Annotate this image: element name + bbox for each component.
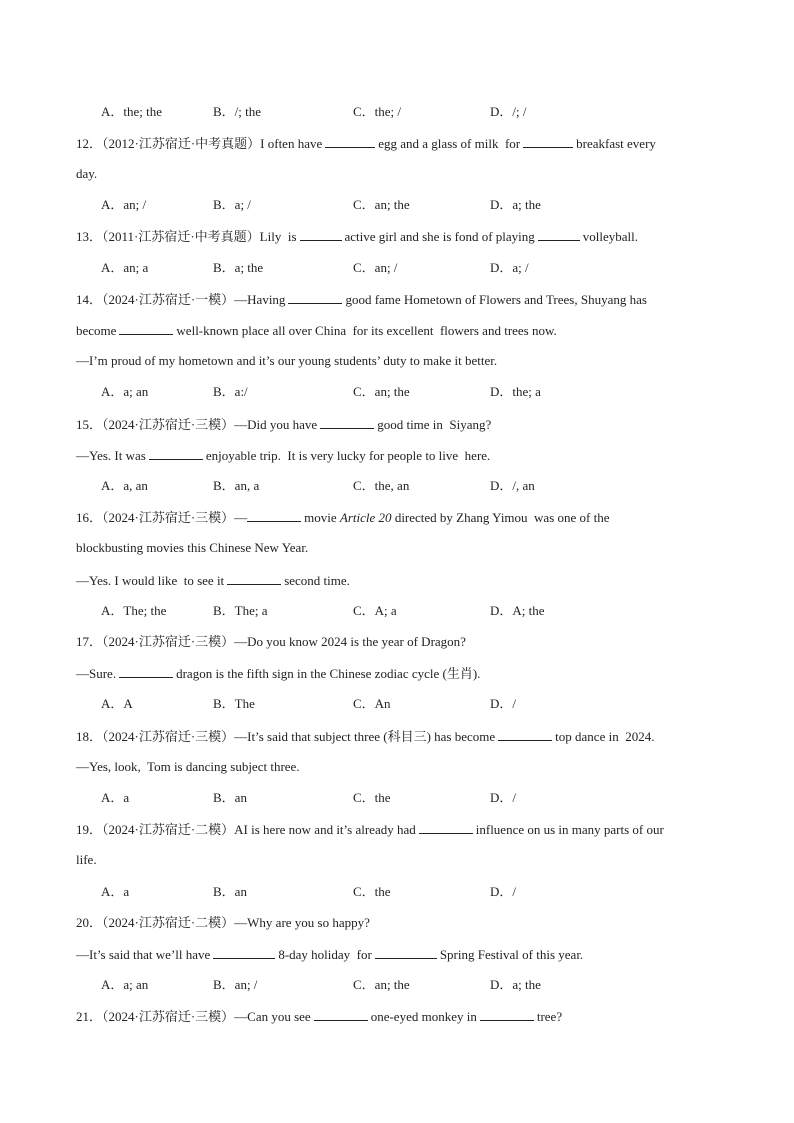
q13-options	[101, 260, 741, 276]
q14-option-a[interactable]: A．a; an	[101, 384, 149, 399]
q20-reply	[76, 946, 583, 963]
q19-text: 19．（2024·江苏宿迁·二模）AI is here now and it’s already had	[76, 822, 416, 837]
q17-option-c[interactable]: C．An	[353, 696, 391, 711]
q19-option-c[interactable]: C．the	[353, 884, 391, 899]
answer-blank	[375, 946, 437, 959]
q20-stem: 20．（2024·江苏宿迁·二模）—Why are you so happy?	[76, 915, 370, 930]
q12-options	[101, 197, 741, 213]
q20-option-a[interactable]: A．a; an	[101, 977, 149, 992]
q15-text: 15．（2024·江苏宿迁·三模）—Did you have	[76, 417, 318, 432]
q12-stem	[76, 135, 656, 152]
q16-option-a[interactable]: A．The; the	[101, 603, 167, 618]
q18-text: top dance in 2024.	[555, 729, 655, 744]
q16-reply	[76, 572, 350, 589]
q18-stem	[76, 728, 654, 745]
q16-movie-title: Article 20	[339, 510, 392, 525]
answer-blank	[149, 447, 203, 460]
q16-stem	[76, 509, 610, 526]
q11-option-c[interactable]: C．the; /	[353, 104, 402, 119]
q14-text: good fame Hometown of Flowers and Trees, Shuyang has	[345, 292, 647, 307]
q15-options	[101, 478, 741, 494]
answer-blank	[320, 416, 374, 429]
q14-text: 14．（2024·江苏宿迁·一模）—Having	[76, 292, 286, 307]
q15-option-c[interactable]: C．the, an	[353, 478, 410, 493]
q13-option-d[interactable]: D．a; /	[490, 260, 529, 275]
q20-option-d[interactable]: D．a; the	[490, 977, 541, 992]
q16-stem-cont: blockbusting movies this Chinese New Year.	[76, 540, 309, 555]
q15-reply	[76, 447, 490, 464]
q16-option-d[interactable]: D．A; the	[490, 603, 545, 618]
answer-blank	[480, 1008, 534, 1021]
q20-text: —It’s said that we’ll have	[76, 947, 211, 962]
q14-reply: —I’m proud of my hometown and it’s our young students’ duty to make it better.	[76, 353, 498, 368]
q17-options	[101, 696, 741, 712]
q12-option-a[interactable]: A．an; /	[101, 197, 147, 212]
q12-option-c[interactable]: C．an; the	[353, 197, 410, 212]
q16-text: movie	[304, 510, 337, 525]
q18-reply: —Yes, look, Tom is dancing subject three.	[76, 759, 300, 774]
q12-text: 12．（2012·江苏宿迁·中考真题）I often have	[76, 136, 323, 151]
q13-text: 13．（2011·江苏宿迁·中考真题）Lily is	[76, 229, 297, 244]
q20-text: 8-day holiday for	[278, 947, 372, 962]
q17-stem: 17．（2024·江苏宿迁·三模）—Do you know 2024 is the year of Dragon?	[76, 634, 466, 649]
q18-option-a[interactable]: A．a	[101, 790, 130, 805]
answer-blank	[419, 821, 473, 834]
q14-option-b[interactable]: B．a:/	[213, 384, 248, 399]
q18-option-b[interactable]: B．an	[213, 790, 247, 805]
answer-blank	[523, 135, 573, 148]
q13-option-b[interactable]: B．a; the	[213, 260, 264, 275]
q13-text: volleyball.	[582, 229, 639, 244]
q19-option-b[interactable]: B．an	[213, 884, 247, 899]
q21-text: tree?	[536, 1009, 563, 1024]
q16-options	[101, 603, 741, 619]
q11-option-a[interactable]: A．the; the	[101, 104, 163, 119]
q17-option-b[interactable]: B．The	[213, 696, 255, 711]
q14-stem-cont	[76, 322, 557, 339]
q21-text: one-eyed monkey in	[370, 1009, 477, 1024]
q19-options	[101, 884, 741, 900]
q17-option-a[interactable]: A．A	[101, 696, 133, 711]
q19-stem	[76, 821, 664, 838]
q19-stem-cont: life.	[76, 852, 97, 867]
q21-stem	[76, 1008, 562, 1025]
q17-text: —Sure.	[76, 666, 117, 681]
q15-text: good time in Siyang?	[377, 417, 492, 432]
q14-stem	[76, 291, 647, 308]
q12-stem-cont: day.	[76, 166, 98, 181]
q20-option-c[interactable]: C．an; the	[353, 977, 410, 992]
answer-blank	[213, 946, 275, 959]
q17-text: dragon is the fifth sign in the Chinese zodiac cycle (生肖).	[176, 666, 481, 681]
q19-text: influence on us in many parts of our	[475, 822, 664, 837]
q14-option-d[interactable]: D．the; a	[490, 384, 541, 399]
q16-text: directed by Zhang Yimou was one of the	[394, 510, 610, 525]
q14-options	[101, 384, 741, 400]
q12-text: breakfast every	[576, 136, 656, 151]
q17-option-d[interactable]: D．/	[490, 696, 517, 711]
q20-options	[101, 977, 741, 993]
q19-option-d[interactable]: D．/	[490, 884, 517, 899]
q13-option-a[interactable]: A．an; a	[101, 260, 149, 275]
q15-option-d[interactable]: D．/, an	[490, 478, 535, 493]
answer-blank	[247, 509, 301, 522]
q18-option-d[interactable]: D．/	[490, 790, 517, 805]
q15-text: —Yes. It was	[76, 448, 146, 463]
q15-option-b[interactable]: B．an, a	[213, 478, 260, 493]
q18-options	[101, 790, 741, 806]
q14-option-c[interactable]: C．an; the	[353, 384, 410, 399]
answer-blank	[227, 572, 281, 585]
q15-stem	[76, 416, 491, 433]
q20-text: Spring Festival of this year.	[439, 947, 584, 962]
q13-stem	[76, 228, 638, 245]
q11-options	[101, 104, 741, 120]
q16-text: 16．（2024·江苏宿迁·三模）—	[76, 510, 248, 525]
q12-text: egg and a glass of milk for	[378, 136, 521, 151]
answer-blank	[300, 228, 342, 241]
q15-option-a[interactable]: A．a, an	[101, 478, 148, 493]
answer-blank	[314, 1008, 368, 1021]
q13-option-c[interactable]: C．an; /	[353, 260, 398, 275]
answer-blank	[119, 322, 173, 335]
answer-blank	[288, 291, 342, 304]
q11-option-d[interactable]: D．/; /	[490, 104, 527, 119]
answer-blank	[325, 135, 375, 148]
q16-text: —Yes. I would like to see it	[76, 573, 225, 588]
q18-option-c[interactable]: C．the	[353, 790, 391, 805]
q14-text: well-known place all over China for its excellent flowers and trees now.	[176, 323, 557, 338]
q16-option-c[interactable]: C．A; a	[353, 603, 397, 618]
answer-blank	[538, 228, 580, 241]
q12-option-d[interactable]: D．a; the	[490, 197, 541, 212]
q13-text: active girl and she is fond of playing	[344, 229, 535, 244]
answer-blank	[119, 665, 173, 678]
q19-option-a[interactable]: A．a	[101, 884, 130, 899]
q16-option-b[interactable]: B．The; a	[213, 603, 268, 618]
q17-reply	[76, 665, 480, 682]
q20-option-b[interactable]: B．an; /	[213, 977, 258, 992]
answer-blank	[498, 728, 552, 741]
q16-text: second time.	[284, 573, 350, 588]
q15-text: enjoyable trip. It is very lucky for people to live here.	[205, 448, 491, 463]
q11-option-b[interactable]: B．/; the	[213, 104, 262, 119]
q18-text: 18．（2024·江苏宿迁·三模）—It’s said that subject three (科目三) has become	[76, 729, 496, 744]
q12-option-b[interactable]: B．a; /	[213, 197, 251, 212]
q14-text: become	[76, 323, 117, 338]
q21-text: 21．（2024·江苏宿迁·三模）—Can you see	[76, 1009, 311, 1024]
